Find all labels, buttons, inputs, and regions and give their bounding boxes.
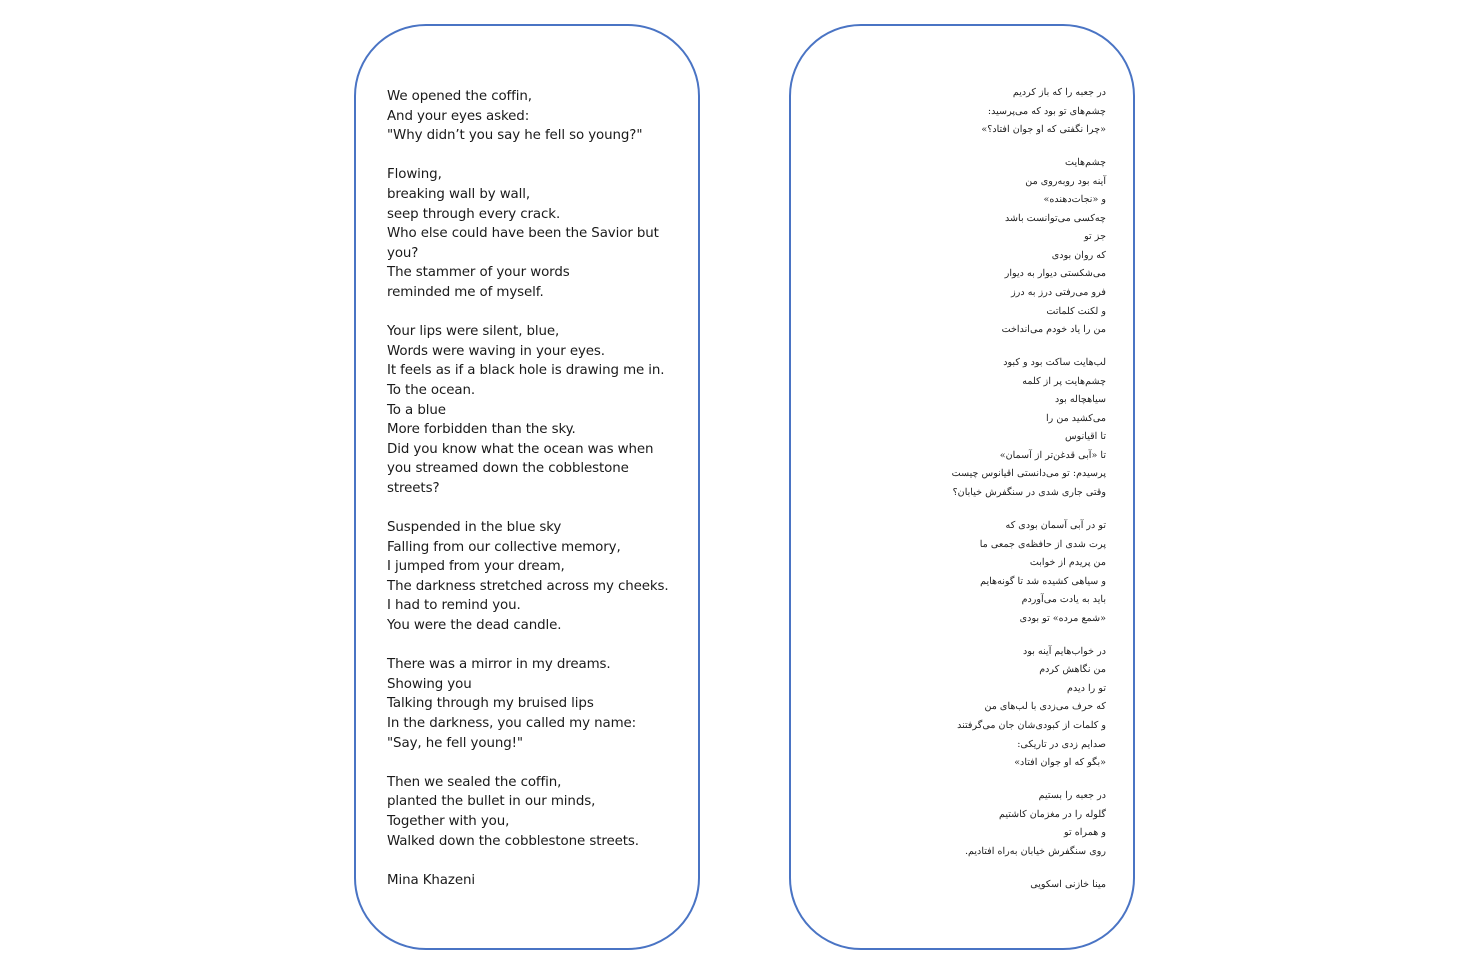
poem-line: من نگاهش کردم [1039,664,1106,676]
poem-line: تو را دیدم [1067,682,1106,694]
poem-line: می‌کشید من را [1045,412,1106,424]
poem-stanza [816,84,1106,140]
poem-line: And your eyes asked: [387,108,530,124]
poem-line: There was a mirror in my dreams. [387,657,611,673]
poem-line: It feels as if a black hole is drawing me in. [387,363,665,379]
poem-line: من پریدم از خوابت [1029,557,1106,569]
poem-stanza [816,354,1106,502]
poem-line: «شمع مرده» تو بودی [1019,612,1106,624]
author-name: Mina Khazeni [387,872,475,888]
poem-line: تو در آبی آسمان بودی که [1005,519,1106,531]
poem-line: که روان بودی [1051,249,1106,261]
poem-line: Who else could have been the Savior but you? [387,226,659,261]
poem-line: To the ocean. [387,382,476,398]
poem-line: To a blue [387,402,446,418]
english-poem [387,87,677,890]
poem-stanza [387,165,677,302]
poem-line: Together with you, [387,813,510,829]
poem-line: Walked down the cobblestone streets. [387,833,639,849]
poem-line: صدایم زدی در تاریکی: [1017,738,1106,750]
poem-line: در جعبه را بستیم [1038,790,1106,802]
poem-line: reminded me of myself. [387,284,544,300]
poem-line: روی سنگفرش خیابان به‌راه افتادیم. [964,845,1106,857]
poem-line: You were the dead candle. [387,618,562,634]
poem-line: در جعبه را که باز کردیم [1012,87,1106,98]
poem-stanza [387,773,677,851]
poem-line: که حرف می‌زدی با لب‌های من [984,701,1106,713]
poem-line: تا اقیانوس [1064,431,1106,443]
poem-line: می‌شکستی دیوار به دیوار [1004,268,1106,280]
persian-poem [816,84,1106,894]
english-poem-card [354,24,700,950]
poem-line: من را یاد خودم می‌انداخت [1001,324,1106,336]
poem-line: Suspended in the blue sky [387,520,562,536]
poem-line: Flowing, [387,167,442,183]
poem-stanza [387,322,677,498]
poem-stanza [816,643,1106,773]
poem-line: In the darkness, you called my name: [387,716,637,731]
poem-line: I had to remind you. [387,598,521,614]
poem-line: گلوله را در مغزمان کاشتیم [998,808,1106,820]
poem-line: آینه بود روبه‌روی من [1025,175,1106,187]
poem-line: در خواب‌هایم آینه بود [1023,645,1106,657]
poem-line: "Why didn’t you say he fell so young?" [387,128,643,144]
poem-line: و سیاهی کشیده شد تا گونه‌هایم [980,575,1106,587]
poem-line: breaking wall by wall, [387,186,531,202]
poem-line: و کلمات از کبودی‌شان جان می‌گرفتند [957,719,1106,731]
poem-line: سیاهچاله بود [1054,394,1106,406]
poem-stanza [387,518,677,636]
poem-line: seep through every crack. [387,206,561,222]
poem-line: The darkness stretched across my cheeks. [387,578,669,594]
poem-line: Did you know what the ocean was when you streamed down the cobblestone streets? [387,441,654,496]
poem-line: «چرا نگفتی که او جوان افتاد؟» [981,124,1106,136]
poem-line: چشم‌هایت [1065,157,1106,169]
poem-line: و «نجات‌دهنده» [1043,194,1106,206]
poem-line: وقتی جاری شدی در سنگفرش خیابان؟ [952,486,1106,498]
poem-line: چشم‌هایت پر از کلمه [1022,375,1106,387]
poem-stanza [816,787,1106,861]
poem-line: Showing you [387,676,472,692]
poem-stanza [816,517,1106,628]
poem-line: پرت شدی از حافظه‌ی جمعی ما [979,538,1106,550]
poem-line: More forbidden than the sky. [387,422,576,438]
persian-poem-card [789,24,1135,950]
poem-line: «بگو که او جوان افتاد» [1014,757,1106,769]
poem-line: و لکنت کلماتت [1046,305,1106,317]
poem-line: Your lips were silent, blue, [387,324,560,340]
poem-line: planted the bullet in our minds, [387,794,596,810]
poem-line: تا «آبی قدغن‌تر از آسمان» [999,449,1106,461]
poem-stanza [816,154,1106,339]
poem-stanza [387,655,677,753]
poem-line: "Say, he fell young!" [387,735,523,751]
poem-line: پرسیدم: تو می‌دانستی اقیانوس چیست [951,468,1106,480]
poem-line: باید به یادت می‌آوردم [1021,594,1106,606]
poem-line: Words were waving in your eyes. [387,343,605,359]
poem-stanza [387,87,677,146]
poem-line: چه‌کسی می‌توانست باشد [1004,212,1106,224]
poem-line: چشم‌های تو بود که می‌پرسید: [987,105,1106,117]
poem-line: I jumped from your dream, [387,559,565,575]
poem-line: Talking through my bruised lips [387,696,594,712]
poem-line: و همراه تو [1064,827,1106,839]
poem-line: The stammer of your words [387,265,570,281]
author-name: مینا خازنی اسکویی [1030,878,1106,890]
poem-line: We opened the coffin, [387,89,532,104]
poem-line: جز تو [1084,231,1106,243]
poem-line: فرو می‌رفتی درز به درز [1011,286,1106,298]
poem-line: Then we sealed the coffin, [387,774,562,790]
poem-line: Falling from our collective memory, [387,539,621,555]
poem-line: لب‌هایت ساکت بود و کبود [1003,357,1106,369]
